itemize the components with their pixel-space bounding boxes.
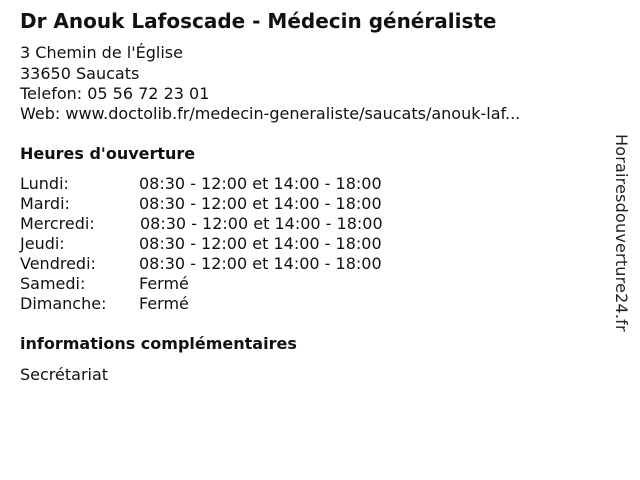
extra-info-heading: informations complémentaires	[20, 334, 297, 353]
day-label: Lundi:	[20, 174, 69, 193]
address-street: 3 Chemin de l'Église	[20, 43, 183, 62]
phone-number[interactable]: Telefon: 05 56 72 23 01	[20, 84, 210, 103]
day-label: Mercredi:	[20, 214, 95, 233]
time-value: 08:30 - 12:00 et 14:00 - 18:00	[139, 194, 382, 213]
time-value: 08:30 - 12:00 et 14:00 - 18:00	[139, 174, 382, 193]
hours-heading: Heures d'ouverture	[20, 144, 196, 163]
page-title: Dr Anouk Lafoscade - Médecin généraliste	[20, 9, 497, 33]
time-value: 08:30 - 12:00 et 14:00 - 18:00	[140, 214, 383, 233]
time-value: Fermé	[139, 294, 189, 313]
time-value: 08:30 - 12:00 et 14:00 - 18:00	[139, 234, 382, 253]
website-link[interactable]: Web: www.doctolib.fr/medecin-generaliste/saucats/anouk-laf...	[20, 104, 521, 123]
time-value: 08:30 - 12:00 et 14:00 - 18:00	[139, 254, 382, 273]
site-watermark: Horairesdouverture24.fr	[612, 134, 631, 332]
day-label: Dimanche:	[20, 294, 107, 313]
address-city: 33650 Saucats	[20, 64, 140, 83]
day-label: Mardi:	[20, 194, 70, 213]
day-label: Vendredi:	[20, 254, 96, 273]
day-label: Jeudi:	[20, 234, 65, 253]
day-label: Samedi:	[20, 274, 86, 293]
time-value: Fermé	[139, 274, 189, 293]
extra-info-text: Secrétariat	[20, 365, 109, 384]
